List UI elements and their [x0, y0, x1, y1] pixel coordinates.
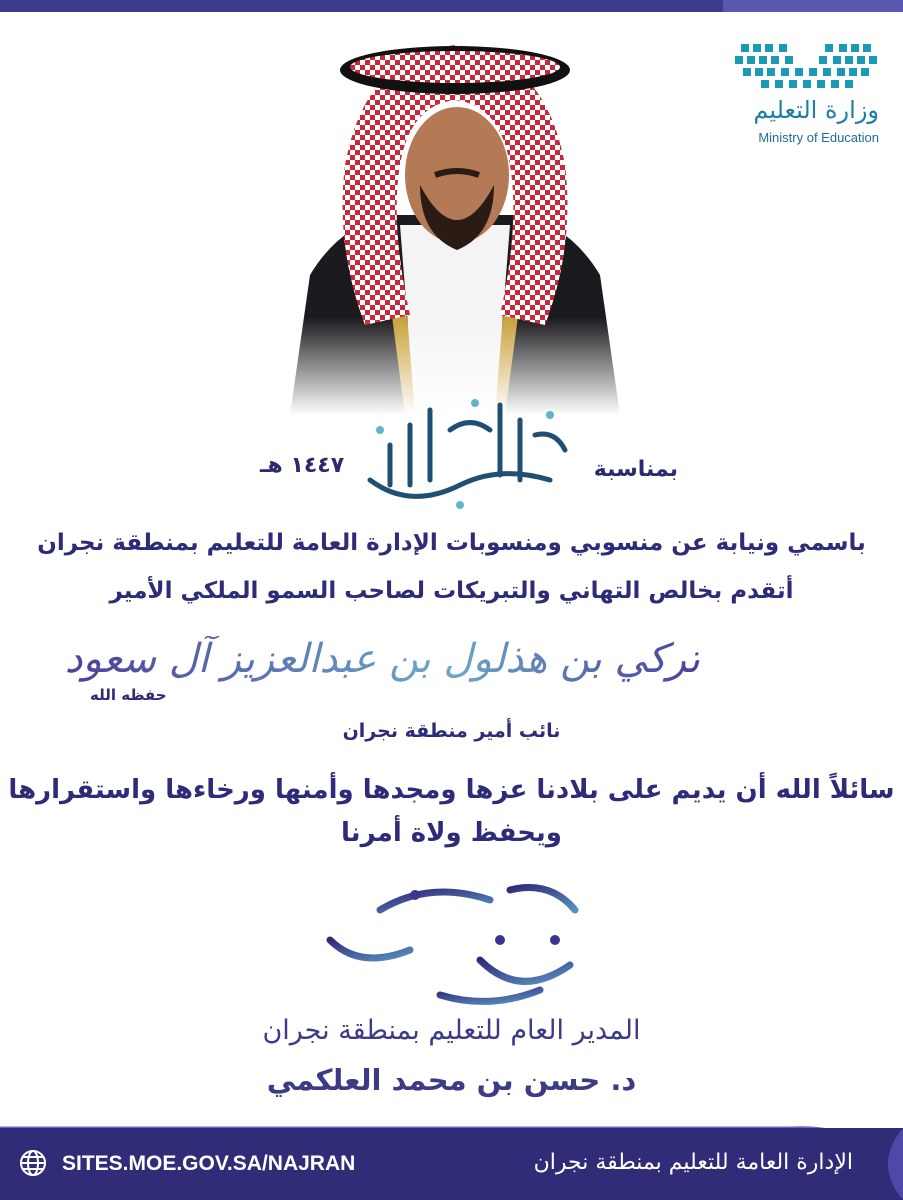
occasion-row	[200, 385, 720, 515]
globe-icon	[18, 1148, 48, 1178]
prince-name	[64, 636, 700, 682]
eid-mubarak-calligraphy	[320, 870, 590, 1010]
prayer-line-1: سائلاً الله أن يديم على بلادنا عزها ومجدها وأمنها ورخاءها واستقرارها	[8, 775, 895, 805]
website-link[interactable]: SITES.MOE.GOV.SA/NAJRAN	[62, 1152, 356, 1175]
director-title: المدير العام للتعليم بمنطقة نجران	[262, 1015, 641, 1046]
ministry-logo	[731, 38, 881, 153]
logo-arabic-text: وزارة التعليم	[753, 96, 879, 124]
honorific: حفظه الله	[90, 686, 167, 704]
eid-al-fitr-calligraphy	[350, 385, 590, 515]
occasion-prefix: بمناسبة	[593, 457, 678, 482]
portrait-image	[270, 25, 640, 415]
top-bar-accent	[723, 0, 903, 12]
footer	[0, 1128, 903, 1200]
footer-organization: الإدارة العامة للتعليم بمنطقة نجران	[533, 1150, 853, 1175]
prince-name-text: تركي بن هذلول بن عبدالعزيز آل سعود	[64, 636, 700, 682]
logo-english-text: Ministry of Education	[758, 130, 879, 145]
message-line-1: باسمي ونيابة عن منسوبي ومنسوبات الإدارة العامة للتعليم بمنطقة نجران	[37, 530, 866, 556]
ministry-of-education-logo-icon	[731, 38, 881, 90]
director-name: د. حسن بن محمد العلكمي	[266, 1063, 637, 1097]
prince-row	[64, 630, 810, 710]
footer-decoration	[863, 1128, 903, 1200]
prayer-line-2: ويحفظ ولاة أمرنا	[341, 818, 562, 848]
message-line-2: أتقدم بخالص التهاني والتبريكات لصاحب السمو الملكي الأمير	[109, 578, 794, 604]
prince-title: نائب أمير منطقة نجران	[342, 720, 561, 742]
occasion-year: ١٤٤٧ هـ	[260, 453, 345, 478]
